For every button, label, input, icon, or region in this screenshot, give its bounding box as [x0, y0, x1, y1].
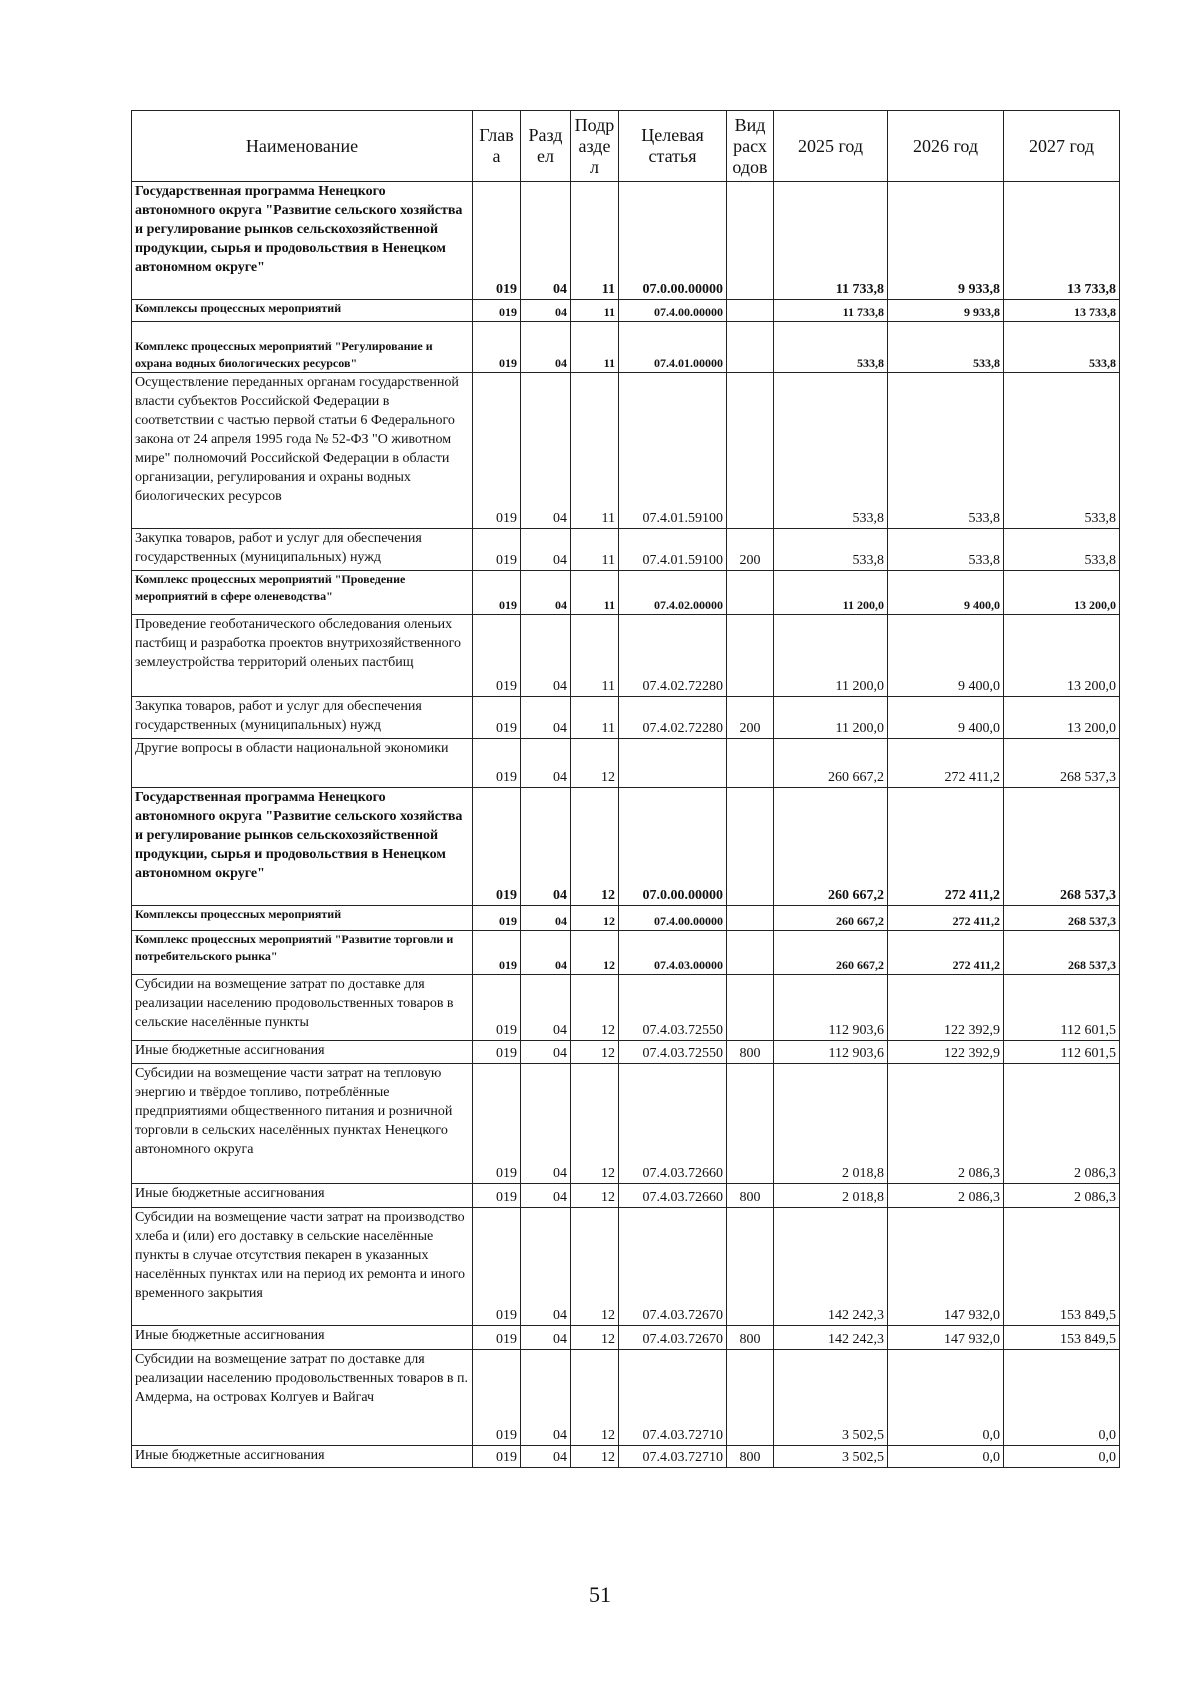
cell-y2025: 2 018,8 — [774, 1064, 888, 1184]
cell-type — [727, 1064, 774, 1184]
table-row — [132, 1064, 1120, 1184]
cell-glava: 019 — [473, 931, 521, 975]
cell-name: Иные бюджетные ассигнования — [132, 1041, 473, 1064]
cell-glava: 019 — [473, 697, 521, 739]
cell-type: 800 — [727, 1446, 774, 1468]
cell-y2026: 272 411,2 — [888, 931, 1004, 975]
cell-y2025: 11 200,0 — [774, 615, 888, 697]
cell-target: 07.4.03.72670 — [619, 1326, 727, 1350]
cell-name: Комплекс процессных мероприятий "Регулирование и охрана водных биологических ресурсов" — [132, 322, 473, 373]
cell-name: Субсидии на возмещение части затрат на производство хлеба и (или) его доставку в сельские населённые пункты в случае отсутствия пекарен в указанных населённых пунктах или на период их ремонта и иного временного закрытия — [132, 1208, 473, 1326]
cell-razdel: 04 — [521, 931, 571, 975]
cell-y2025: 533,8 — [774, 529, 888, 571]
table-row — [132, 1041, 1120, 1064]
table-row — [132, 1350, 1120, 1446]
cell-podrazdel: 11 — [571, 571, 619, 615]
cell-razdel: 04 — [521, 906, 571, 931]
cell-razdel: 04 — [521, 1350, 571, 1446]
cell-y2027: 153 849,5 — [1004, 1326, 1120, 1350]
table-row — [132, 906, 1120, 931]
cell-name: Иные бюджетные ассигнования — [132, 1326, 473, 1350]
table-row — [132, 300, 1120, 322]
header-2025: 2025 год — [774, 111, 888, 182]
cell-y2025: 260 667,2 — [774, 931, 888, 975]
cell-y2027: 0,0 — [1004, 1446, 1120, 1468]
cell-y2027: 2 086,3 — [1004, 1184, 1120, 1208]
cell-podrazdel: 12 — [571, 739, 619, 788]
cell-y2026: 147 932,0 — [888, 1208, 1004, 1326]
cell-razdel: 04 — [521, 1064, 571, 1184]
cell-podrazdel: 11 — [571, 529, 619, 571]
cell-razdel: 04 — [521, 300, 571, 322]
cell-y2026: 0,0 — [888, 1350, 1004, 1446]
cell-target: 07.4.03.72710 — [619, 1350, 727, 1446]
cell-glava: 019 — [473, 300, 521, 322]
cell-y2026: 9 933,8 — [888, 182, 1004, 300]
cell-y2027: 2 086,3 — [1004, 1064, 1120, 1184]
cell-type — [727, 931, 774, 975]
cell-target: 07.4.03.72550 — [619, 1041, 727, 1064]
cell-y2025: 142 242,3 — [774, 1208, 888, 1326]
cell-y2026: 533,8 — [888, 322, 1004, 373]
cell-razdel: 04 — [521, 182, 571, 300]
cell-y2025: 533,8 — [774, 322, 888, 373]
cell-target: 07.4.03.72550 — [619, 975, 727, 1041]
cell-y2027: 533,8 — [1004, 529, 1120, 571]
cell-glava: 019 — [473, 322, 521, 373]
table-body — [132, 182, 1120, 1468]
cell-type — [727, 615, 774, 697]
cell-y2025: 112 903,6 — [774, 975, 888, 1041]
cell-y2026: 0,0 — [888, 1446, 1004, 1468]
cell-podrazdel: 12 — [571, 1446, 619, 1468]
table-row — [132, 1184, 1120, 1208]
cell-name: Иные бюджетные ассигнования — [132, 1184, 473, 1208]
cell-glava: 019 — [473, 788, 521, 906]
cell-y2026: 2 086,3 — [888, 1064, 1004, 1184]
cell-y2027: 13 200,0 — [1004, 697, 1120, 739]
cell-razdel: 04 — [521, 697, 571, 739]
cell-y2027: 268 537,3 — [1004, 788, 1120, 906]
cell-y2026: 533,8 — [888, 529, 1004, 571]
cell-target: 07.4.00.00000 — [619, 906, 727, 931]
page-number: 51 — [589, 1582, 611, 1607]
cell-podrazdel: 11 — [571, 373, 619, 529]
cell-podrazdel: 11 — [571, 182, 619, 300]
cell-y2025: 3 502,5 — [774, 1350, 888, 1446]
header-2026: 2026 год — [888, 111, 1004, 182]
cell-type — [727, 739, 774, 788]
cell-type — [727, 322, 774, 373]
header-type: Вид расх одов — [727, 111, 774, 182]
cell-glava: 019 — [473, 615, 521, 697]
cell-name: Комплекс процессных мероприятий "Проведение мероприятий в сфере оленеводства" — [132, 571, 473, 615]
cell-type — [727, 373, 774, 529]
cell-podrazdel: 11 — [571, 322, 619, 373]
cell-type — [727, 788, 774, 906]
cell-podrazdel: 12 — [571, 1326, 619, 1350]
cell-y2025: 3 502,5 — [774, 1446, 888, 1468]
cell-glava: 019 — [473, 1326, 521, 1350]
cell-glava: 019 — [473, 373, 521, 529]
cell-y2025: 2 018,8 — [774, 1184, 888, 1208]
cell-glava: 019 — [473, 571, 521, 615]
cell-y2026: 272 411,2 — [888, 739, 1004, 788]
cell-y2027: 13 200,0 — [1004, 615, 1120, 697]
cell-type — [727, 182, 774, 300]
cell-podrazdel: 12 — [571, 931, 619, 975]
cell-type — [727, 571, 774, 615]
cell-y2026: 272 411,2 — [888, 788, 1004, 906]
cell-name: Закупка товаров, работ и услуг для обеспечения государственных (муниципальных) нужд — [132, 697, 473, 739]
cell-y2027: 153 849,5 — [1004, 1208, 1120, 1326]
cell-glava: 019 — [473, 1350, 521, 1446]
table-row — [132, 529, 1120, 571]
cell-y2027: 112 601,5 — [1004, 975, 1120, 1041]
cell-razdel: 04 — [521, 615, 571, 697]
cell-glava: 019 — [473, 529, 521, 571]
cell-podrazdel: 11 — [571, 300, 619, 322]
cell-target — [619, 739, 727, 788]
cell-razdel: 04 — [521, 1446, 571, 1468]
cell-podrazdel: 11 — [571, 615, 619, 697]
cell-target: 07.4.03.72660 — [619, 1184, 727, 1208]
cell-glava: 019 — [473, 182, 521, 300]
cell-type — [727, 1350, 774, 1446]
cell-glava: 019 — [473, 1208, 521, 1326]
cell-y2027: 533,8 — [1004, 322, 1120, 373]
cell-razdel: 04 — [521, 975, 571, 1041]
cell-y2027: 112 601,5 — [1004, 1041, 1120, 1064]
cell-target: 07.4.01.59100 — [619, 529, 727, 571]
header-name: Наименование — [132, 111, 473, 182]
cell-y2025: 11 733,8 — [774, 182, 888, 300]
cell-podrazdel: 12 — [571, 1184, 619, 1208]
cell-name: Государственная программа Ненецкого автономного округа "Развитие сельского хозяйства и регулирование рынков сельскохозяйственной продукции, сырья и продовольствия в Ненецком автономном округе" — [132, 788, 473, 906]
cell-glava: 019 — [473, 906, 521, 931]
cell-y2026: 147 932,0 — [888, 1326, 1004, 1350]
cell-type: 200 — [727, 529, 774, 571]
table-row — [132, 931, 1120, 975]
cell-y2025: 11 200,0 — [774, 571, 888, 615]
cell-type: 800 — [727, 1184, 774, 1208]
table-row — [132, 322, 1120, 373]
cell-name: Субсидии на возмещение затрат по доставке для реализации населению продовольственных товаров в сельские населённые пункты — [132, 975, 473, 1041]
table-header-row — [132, 111, 1120, 182]
cell-razdel: 04 — [521, 373, 571, 529]
cell-razdel: 04 — [521, 322, 571, 373]
cell-target: 07.4.03.72660 — [619, 1064, 727, 1184]
table-row — [132, 1446, 1120, 1468]
cell-target: 07.0.00.00000 — [619, 788, 727, 906]
cell-y2026: 9 400,0 — [888, 615, 1004, 697]
header-razdel: Разд ел — [521, 111, 571, 182]
cell-type — [727, 975, 774, 1041]
cell-target: 07.4.02.72280 — [619, 697, 727, 739]
table-row — [132, 571, 1120, 615]
table-row — [132, 615, 1120, 697]
cell-name: Государственная программа Ненецкого автономного округа "Развитие сельского хозяйства и регулирование рынков сельскохозяйственной продукции, сырья и продовольствия в Ненецком автономном округе" — [132, 182, 473, 300]
table-row — [132, 697, 1120, 739]
table-row — [132, 788, 1120, 906]
cell-podrazdel: 12 — [571, 1041, 619, 1064]
cell-target: 07.4.00.00000 — [619, 300, 727, 322]
cell-glava: 019 — [473, 1184, 521, 1208]
cell-razdel: 04 — [521, 739, 571, 788]
cell-y2027: 13 733,8 — [1004, 300, 1120, 322]
cell-razdel: 04 — [521, 1326, 571, 1350]
cell-podrazdel: 12 — [571, 1208, 619, 1326]
cell-y2027: 268 537,3 — [1004, 906, 1120, 931]
cell-glava: 019 — [473, 1446, 521, 1468]
cell-name: Комплексы процессных мероприятий — [132, 906, 473, 931]
header-podrazdel: Подр азде л — [571, 111, 619, 182]
cell-name: Комплекс процессных мероприятий "Развитие торговли и потребительского рынка" — [132, 931, 473, 975]
cell-razdel: 04 — [521, 788, 571, 906]
cell-target: 07.4.03.72670 — [619, 1208, 727, 1326]
table-row — [132, 739, 1120, 788]
cell-podrazdel: 12 — [571, 975, 619, 1041]
cell-target: 07.4.03.72710 — [619, 1446, 727, 1468]
cell-y2027: 533,8 — [1004, 373, 1120, 529]
cell-y2027: 13 733,8 — [1004, 182, 1120, 300]
cell-y2025: 260 667,2 — [774, 788, 888, 906]
cell-podrazdel: 12 — [571, 906, 619, 931]
cell-podrazdel: 12 — [571, 1064, 619, 1184]
cell-name: Осуществление переданных органам государственной власти субъектов Российской Федерации в соответствии с частью первой статьи 6 Федерального закона от 24 апреля 1995 года № 52-ФЗ "О животном мире" полномочий Российской Федерации в области организации, регулирования и охраны водных биологических ресурсов — [132, 373, 473, 529]
cell-target: 07.4.01.59100 — [619, 373, 727, 529]
cell-razdel: 04 — [521, 1184, 571, 1208]
header-glava: Глав а — [473, 111, 521, 182]
cell-y2027: 13 200,0 — [1004, 571, 1120, 615]
cell-target: 07.0.00.00000 — [619, 182, 727, 300]
cell-name: Субсидии на возмещение части затрат на тепловую энергию и твёрдое топливо, потреблённые предприятиями общественного питания и розничной торговли в сельских населённых пунктах Ненецкого автономного округа — [132, 1064, 473, 1184]
cell-target: 07.4.03.00000 — [619, 931, 727, 975]
cell-y2025: 11 200,0 — [774, 697, 888, 739]
header-2027: 2027 год — [1004, 111, 1120, 182]
table-row — [132, 975, 1120, 1041]
cell-type: 800 — [727, 1041, 774, 1064]
cell-y2026: 122 392,9 — [888, 1041, 1004, 1064]
cell-target: 07.4.02.72280 — [619, 615, 727, 697]
cell-name: Проведение геоботанического обследования оленьих пастбищ и разработка проектов внутрихозяйственного землеустройства территорий оленьих пастбищ — [132, 615, 473, 697]
cell-y2025: 260 667,2 — [774, 739, 888, 788]
cell-razdel: 04 — [521, 529, 571, 571]
table-row — [132, 1208, 1120, 1326]
cell-target: 07.4.01.00000 — [619, 322, 727, 373]
header-target: Целевая статья — [619, 111, 727, 182]
cell-y2025: 112 903,6 — [774, 1041, 888, 1064]
cell-y2027: 268 537,3 — [1004, 739, 1120, 788]
cell-glava: 019 — [473, 739, 521, 788]
cell-glava: 019 — [473, 975, 521, 1041]
cell-glava: 019 — [473, 1064, 521, 1184]
cell-y2026: 9 400,0 — [888, 697, 1004, 739]
cell-y2025: 533,8 — [774, 373, 888, 529]
cell-name: Комплексы процессных мероприятий — [132, 300, 473, 322]
cell-y2025: 142 242,3 — [774, 1326, 888, 1350]
cell-y2026: 533,8 — [888, 373, 1004, 529]
budget-table — [131, 110, 1120, 1468]
cell-name: Субсидии на возмещение затрат по доставке для реализации населению продовольственных товаров в п. Амдерма, на островах Колгуев и Вайгач — [132, 1350, 473, 1446]
cell-y2026: 272 411,2 — [888, 906, 1004, 931]
cell-target: 07.4.02.00000 — [619, 571, 727, 615]
cell-name: Иные бюджетные ассигнования — [132, 1446, 473, 1468]
table-row — [132, 182, 1120, 300]
cell-type — [727, 300, 774, 322]
cell-type — [727, 906, 774, 931]
cell-y2026: 9 933,8 — [888, 300, 1004, 322]
cell-y2027: 268 537,3 — [1004, 931, 1120, 975]
cell-y2026: 9 400,0 — [888, 571, 1004, 615]
cell-y2025: 11 733,8 — [774, 300, 888, 322]
table-row — [132, 1326, 1120, 1350]
table-row — [132, 373, 1120, 529]
cell-podrazdel: 11 — [571, 697, 619, 739]
cell-y2027: 0,0 — [1004, 1350, 1120, 1446]
cell-y2025: 260 667,2 — [774, 906, 888, 931]
cell-podrazdel: 12 — [571, 1350, 619, 1446]
cell-y2026: 2 086,3 — [888, 1184, 1004, 1208]
cell-y2026: 122 392,9 — [888, 975, 1004, 1041]
cell-type: 200 — [727, 697, 774, 739]
cell-razdel: 04 — [521, 1208, 571, 1326]
cell-glava: 019 — [473, 1041, 521, 1064]
cell-razdel: 04 — [521, 1041, 571, 1064]
cell-razdel: 04 — [521, 571, 571, 615]
cell-type: 800 — [727, 1326, 774, 1350]
cell-type — [727, 1208, 774, 1326]
cell-name: Закупка товаров, работ и услуг для обеспечения государственных (муниципальных) нужд — [132, 529, 473, 571]
cell-name: Другие вопросы в области национальной экономики — [132, 739, 473, 788]
cell-podrazdel: 12 — [571, 788, 619, 906]
